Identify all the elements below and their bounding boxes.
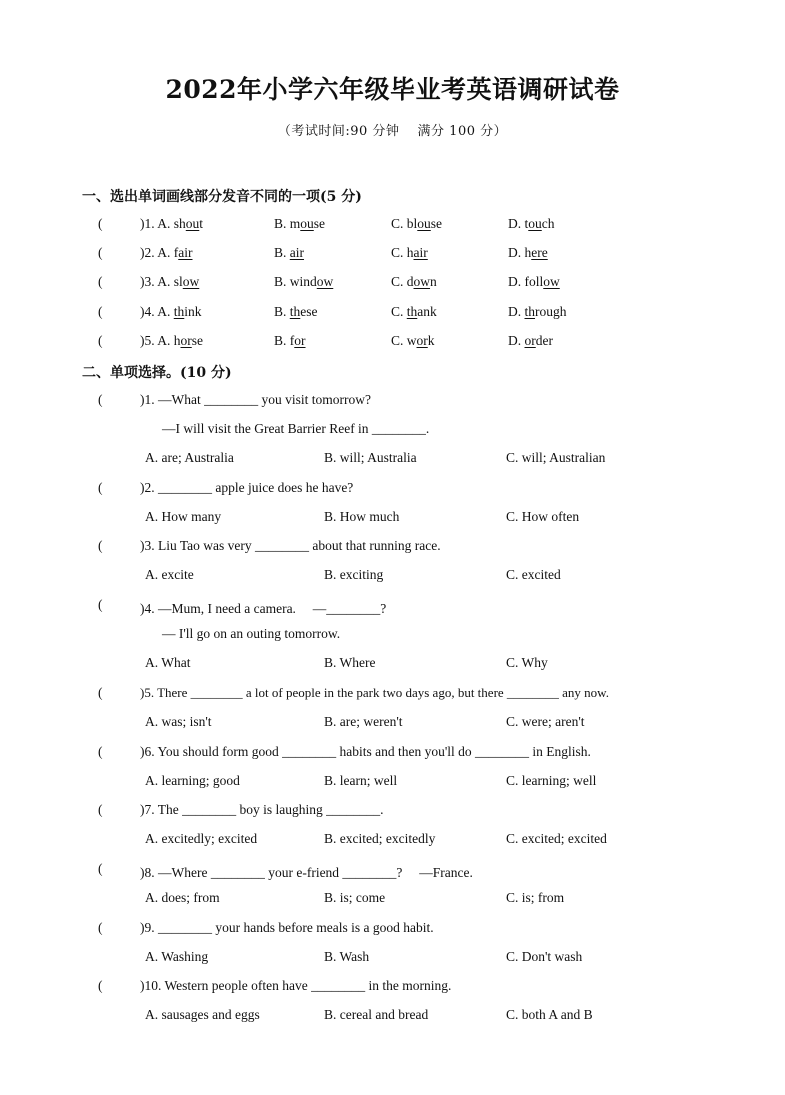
answer-paren: ( <box>98 304 103 319</box>
option-c: C. Why <box>506 655 548 670</box>
question-stem: )7. The ________ boy is laughing ________. <box>140 802 384 817</box>
underlined-part: ow <box>413 274 431 289</box>
question-row <box>0 480 785 500</box>
question-stem: )9. ________ your hands before meals is a good habit. <box>140 920 434 935</box>
word-part: ch <box>541 216 555 231</box>
underlined-part: ou <box>300 216 314 231</box>
option-label: B. <box>274 333 290 348</box>
option-d <box>508 304 567 320</box>
word-part: t <box>199 216 204 231</box>
underlined-part: ow <box>316 274 334 289</box>
option-a <box>140 304 202 320</box>
word-part: h <box>173 333 181 348</box>
word-part: ink <box>184 304 202 319</box>
answer-paren: ( <box>98 861 103 876</box>
option-d <box>508 216 555 232</box>
option-c: C. How often <box>506 509 580 524</box>
question-stem: )4. —Mum, I need a camera. —________? <box>140 601 387 616</box>
option-label: B. <box>274 216 290 231</box>
option-b: B. excited; excitedly <box>324 831 436 846</box>
option-b: B. How much <box>324 509 400 524</box>
answer-paren: ( <box>98 245 103 260</box>
option-c: C. excited; excited <box>506 831 607 846</box>
word-part: d <box>406 274 414 289</box>
underlined-part: th <box>524 304 536 319</box>
option-label: C. <box>391 274 407 289</box>
option-c <box>391 245 428 261</box>
word-part: foll <box>524 274 544 289</box>
question-number: )2. A. <box>140 245 174 260</box>
word-part: f <box>289 333 295 348</box>
option-d <box>508 274 560 290</box>
underlined-part: ou <box>185 216 200 231</box>
underlined-part: air <box>289 245 305 260</box>
question-stem: )6. You should form good ________ habits and then you'll do ________ in English. <box>140 744 591 759</box>
option-b <box>274 274 333 290</box>
underlined-part: ou <box>417 216 431 231</box>
options-row <box>0 831 785 851</box>
question-row <box>0 392 785 412</box>
word-part: h <box>524 245 532 260</box>
underlined-part: air <box>413 245 428 260</box>
underlined-part: or <box>294 333 306 348</box>
options-row <box>0 567 785 587</box>
options-row <box>0 949 785 969</box>
question-row <box>0 538 785 558</box>
answer-paren: ( <box>98 274 103 289</box>
underlined-part: ow <box>543 274 560 289</box>
question-stem: )3. Liu Tao was very ________ about that running race. <box>140 538 441 553</box>
exam-subtitle: （考试时间:90 分钟 满分 100 分） <box>277 124 508 139</box>
question-number: )5. A. <box>140 333 174 348</box>
options-row <box>0 714 785 734</box>
option-b <box>274 304 318 320</box>
underlined-part: ere <box>531 245 548 260</box>
question-row <box>0 744 785 764</box>
question-row <box>0 861 785 881</box>
option-a: A. was; isn't <box>145 714 212 729</box>
underlined-part: ow <box>182 274 200 289</box>
option-label: C. <box>391 304 407 319</box>
section2-heading: 二、单项选择。(10 分) <box>82 365 232 381</box>
word-part: se <box>313 216 326 231</box>
option-a <box>140 274 199 290</box>
option-a: A. excite <box>145 567 194 582</box>
options-row <box>0 450 785 470</box>
option-c <box>391 274 437 290</box>
word-part: w <box>406 333 417 348</box>
answer-paren: ( <box>98 802 103 817</box>
option-c: C. both A and B <box>506 1007 593 1022</box>
question-stem: )2. ________ apple juice does he have? <box>140 480 354 495</box>
underlined-part: th <box>173 304 185 319</box>
word-part: ank <box>417 304 437 319</box>
question-line2: —I will visit the Great Barrier Reef in ________. <box>162 421 430 436</box>
phonics-question-row <box>0 333 785 353</box>
option-label: B. <box>274 245 290 260</box>
option-c: C. Don't wash <box>506 949 583 964</box>
option-c <box>391 333 435 349</box>
option-b <box>274 245 304 261</box>
question-row <box>0 802 785 822</box>
underlined-part: th <box>289 304 301 319</box>
word-part: sh <box>173 216 186 231</box>
options-row <box>0 509 785 529</box>
option-b: B. cereal and bread <box>324 1007 429 1022</box>
question-row <box>0 597 785 617</box>
phonics-question-row <box>0 274 785 294</box>
option-b: B. are; weren't <box>324 714 403 729</box>
option-label: C. <box>391 216 407 231</box>
option-c <box>391 304 437 320</box>
question-stem: )1. —What ________ you visit tomorrow? <box>140 392 371 407</box>
option-c: C. will; Australian <box>506 450 606 465</box>
option-a: A. How many <box>145 509 222 524</box>
option-c: C. were; aren't <box>506 714 585 729</box>
answer-paren: ( <box>98 480 103 495</box>
option-b: B. Where <box>324 655 376 670</box>
question-number: )4. A. <box>140 304 174 319</box>
option-label: D. <box>508 304 525 319</box>
option-d <box>508 245 548 261</box>
word-part: n <box>430 274 437 289</box>
option-a <box>140 245 193 261</box>
option-c: C. is; from <box>506 890 565 905</box>
option-b <box>274 333 306 349</box>
word-part: f <box>173 245 179 260</box>
underlined-part: or <box>524 333 536 348</box>
option-label: B. <box>274 304 290 319</box>
option-label: C. <box>391 245 407 260</box>
answer-paren: ( <box>98 538 103 553</box>
option-label: D. <box>508 216 525 231</box>
option-b <box>274 216 325 232</box>
word-part: sl <box>173 274 183 289</box>
options-row <box>0 890 785 910</box>
option-label: B. <box>274 274 290 289</box>
option-b: B. exciting <box>324 567 384 582</box>
word-part: bl <box>406 216 418 231</box>
word-part: ese <box>300 304 318 319</box>
question-number: )1. A. <box>140 216 174 231</box>
underlined-part: air <box>178 245 193 260</box>
option-b: B. Wash <box>324 949 370 964</box>
options-row <box>0 1007 785 1027</box>
answer-paren: ( <box>98 333 103 348</box>
option-c: C. excited <box>506 567 561 582</box>
answer-paren: ( <box>98 978 103 993</box>
question-number: )3. A. <box>140 274 174 289</box>
option-b: B. learn; well <box>324 773 398 788</box>
option-a: A. Washing <box>145 949 209 964</box>
word-part: t <box>524 216 529 231</box>
option-a: A. are; Australia <box>145 450 234 465</box>
option-label: D. <box>508 333 525 348</box>
word-part: h <box>406 245 414 260</box>
option-b: B. will; Australia <box>324 450 417 465</box>
option-label: D. <box>508 245 525 260</box>
question-row <box>0 920 785 940</box>
option-a: A. sausages and eggs <box>145 1007 260 1022</box>
underlined-part: or <box>416 333 428 348</box>
question-row <box>0 978 785 998</box>
option-a <box>140 333 203 349</box>
question-stem: )8. —Where ________ your e-friend ________? —France. <box>140 865 473 880</box>
answer-paren: ( <box>98 597 103 612</box>
word-part: m <box>289 216 301 231</box>
option-a: A. What <box>145 655 191 670</box>
underlined-part: th <box>406 304 418 319</box>
answer-paren: ( <box>98 216 103 231</box>
option-a <box>140 216 203 232</box>
question-continuation <box>0 421 785 441</box>
phonics-question-row <box>0 245 785 265</box>
underlined-part: or <box>180 333 192 348</box>
word-part: se <box>430 216 443 231</box>
question-line2: — I'll go on an outing tomorrow. <box>162 626 341 641</box>
answer-paren: ( <box>98 744 103 759</box>
phonics-question-row <box>0 304 785 324</box>
option-a: A. excitedly; excited <box>145 831 258 846</box>
underlined-part: ou <box>528 216 542 231</box>
option-label: D. <box>508 274 525 289</box>
word-part: wind <box>289 274 317 289</box>
option-c <box>391 216 442 232</box>
word-part: rough <box>535 304 567 319</box>
option-b: B. is; come <box>324 890 386 905</box>
section1-heading: 一、选出单词画线部分发音不同的一项(5 分) <box>82 189 362 205</box>
option-label: C. <box>391 333 407 348</box>
word-part: k <box>427 333 435 348</box>
phonics-question-row <box>0 216 785 236</box>
word-part: der <box>535 333 553 348</box>
exam-title: 2022年小学六年级毕业考英语调研试卷 <box>165 75 620 104</box>
options-row <box>0 655 785 675</box>
answer-paren: ( <box>98 392 103 407</box>
option-c: C. learning; well <box>506 773 597 788</box>
options-row <box>0 773 785 793</box>
question-stem: )5. There ________ a lot of people in the park two days ago, but there ________ any now. <box>140 685 609 700</box>
option-d <box>508 333 553 349</box>
question-continuation <box>0 626 785 646</box>
answer-paren: ( <box>98 685 103 700</box>
question-row <box>0 685 785 705</box>
answer-paren: ( <box>98 920 103 935</box>
option-a: A. does; from <box>145 890 220 905</box>
option-a: A. learning; good <box>145 773 240 788</box>
question-stem: )10. Western people often have ________ in the morning. <box>140 978 452 993</box>
word-part: se <box>191 333 203 348</box>
